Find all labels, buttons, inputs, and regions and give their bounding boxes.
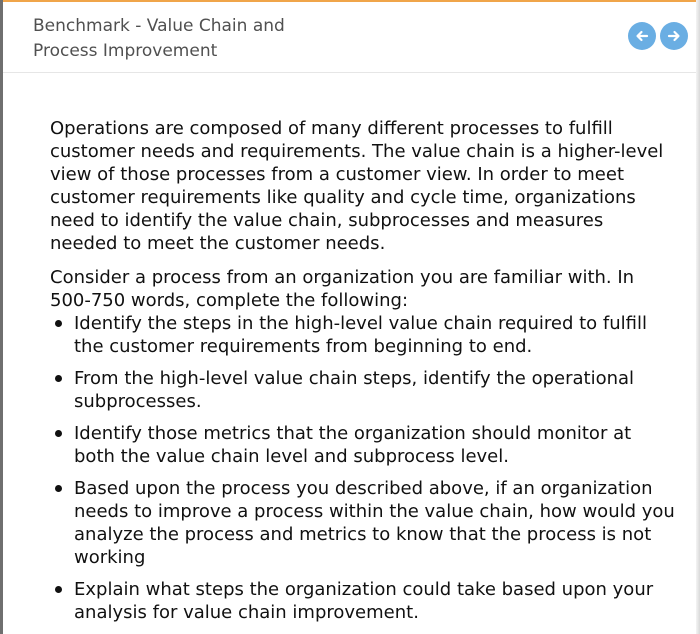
bullet-icon bbox=[55, 586, 62, 593]
arrow-right-icon bbox=[666, 28, 682, 44]
list-item-text: Based upon the process you described above, if an organization needs to improve a process within the value chain, how would you analyze the process and metrics to know that the process is not working bbox=[74, 478, 675, 568]
previous-button[interactable] bbox=[628, 22, 656, 50]
intro-paragraph: Operations are composed of many different processes to fulfill customer needs and requirements. The value chain is a higher-level view of those processes from a customer view. In order to meet customer requirements like quality and cycle time, organizations need to identify the value chain, subprocesses and measures needed to meet the customer needs. bbox=[50, 118, 664, 254]
next-button[interactable] bbox=[660, 22, 688, 50]
instructions-paragraph: Consider a process from an organization you are familiar with. In 500-750 words, complete the following: bbox=[50, 267, 635, 311]
bullet-icon bbox=[55, 320, 62, 327]
right-edge-shadow bbox=[696, 0, 700, 634]
bullet-icon bbox=[55, 375, 62, 382]
nav-buttons bbox=[628, 22, 688, 50]
left-edge-rule bbox=[0, 0, 3, 634]
list-item-text: Explain what steps the organization could take based upon your analysis for value chain improvement. bbox=[74, 579, 654, 623]
list-item-text: Identify those metrics that the organization should monitor at both the value chain level and subprocess level. bbox=[74, 423, 632, 467]
bullet-icon bbox=[55, 430, 62, 437]
header-bar bbox=[3, 2, 696, 73]
list-item bbox=[50, 367, 675, 413]
page-title: Benchmark - Value Chain and Process Improvement bbox=[33, 16, 285, 61]
bullet-icon bbox=[55, 485, 62, 492]
list-item bbox=[50, 312, 675, 358]
list-item bbox=[50, 578, 675, 624]
list-item bbox=[50, 477, 675, 569]
assignment-content bbox=[50, 117, 675, 633]
requirements-list bbox=[50, 312, 675, 624]
list-item-text: Identify the steps in the high-level value chain required to fulfill the customer requirements from beginning to end. bbox=[74, 313, 647, 357]
arrow-left-icon bbox=[634, 28, 650, 44]
list-item-text: From the high-level value chain steps, identify the operational subprocesses. bbox=[74, 368, 635, 412]
list-item bbox=[50, 422, 675, 468]
